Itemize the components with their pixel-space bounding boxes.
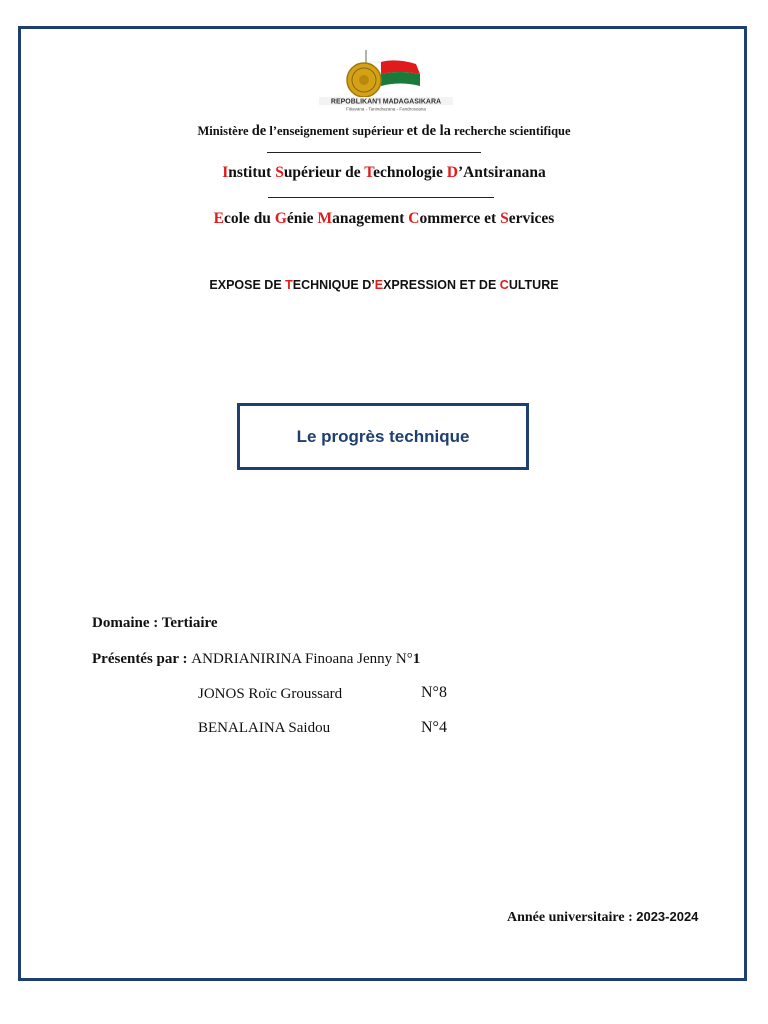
expose-subtitle: [0, 278, 768, 292]
ministry-text-part: et de la: [406, 123, 451, 139]
presenter-number-prefix: N°: [395, 651, 413, 667]
school-initial: E: [213, 210, 224, 227]
school-heading: [0, 210, 768, 228]
academic-year: [507, 909, 698, 926]
academic-year-label: Année universitaire :: [507, 910, 637, 925]
presenter-name: BENALAINA Saidou: [198, 720, 331, 736]
presenter-number: 1: [412, 651, 421, 667]
ministry-text-part: l’enseignement supérieur: [266, 124, 407, 138]
presenter-number: 4: [438, 719, 447, 736]
document-title: Le progrès technique: [296, 426, 470, 446]
presenter-row-1: [92, 651, 420, 668]
school-text: ervices: [508, 210, 555, 227]
presenter-row-2: [198, 686, 342, 703]
presenter-number-3: [421, 719, 447, 737]
logo-text: REPOBLIKAN'I MADAGASIKARA: [330, 98, 442, 106]
institute-text: ’Antsiranana: [457, 164, 546, 181]
title-box: [237, 403, 529, 470]
ministry-text-part: Ministère: [197, 124, 252, 138]
presenters-label: Présentés par :: [92, 651, 192, 667]
domain-value: Tertiaire: [161, 615, 218, 631]
expose-text: XPRESSION ET DE: [383, 278, 500, 292]
institute-initial: S: [275, 164, 284, 181]
expose-text: ECHNIQUE D’: [292, 278, 375, 292]
ministry-text-part: de: [251, 123, 267, 139]
presenter-name: JONOS Roïc Groussard: [198, 686, 343, 702]
presenter-row-3: [198, 720, 330, 737]
expose-initial: C: [499, 278, 509, 292]
presenter-number-prefix: N°: [421, 684, 439, 701]
domain-label: Domaine :: [92, 615, 162, 631]
institute-text: echnologie: [373, 164, 447, 181]
expose-initial: E: [374, 278, 384, 292]
school-initial: S: [500, 210, 509, 227]
expose-text: ULTURE: [508, 278, 559, 292]
presenter-name: ANDRIANIRINA Finoana Jenny: [191, 651, 393, 667]
school-initial: G: [274, 210, 287, 227]
presenter-number-2: [421, 684, 447, 702]
logo-motto: Fitiavana - Tanindrazana - Fandrosoana: [346, 106, 426, 112]
institute-text: nstitut: [228, 164, 276, 181]
institute-text: upérieur de: [283, 164, 365, 181]
expose-initial: T: [285, 278, 293, 292]
ministry-heading: [0, 123, 768, 140]
presenter-number-prefix: N°: [421, 719, 439, 736]
school-initial: M: [317, 210, 333, 227]
school-text: ommerce et: [419, 210, 501, 227]
school-text: cole du: [224, 210, 275, 227]
institute-initial: I: [222, 164, 229, 181]
institute-initial: T: [364, 164, 374, 181]
academic-year-value: 2023-2024: [636, 909, 699, 924]
ministry-text-part: recherche scientifique: [450, 124, 571, 138]
school-text: anagement: [332, 210, 409, 227]
divider: [267, 152, 481, 153]
domain-line: [92, 615, 218, 632]
madagascar-seal-logo: [316, 48, 456, 112]
expose-text: EXPOSE DE: [209, 278, 286, 292]
school-initial: C: [408, 210, 420, 227]
divider: [268, 197, 494, 198]
school-text: énie: [286, 210, 318, 227]
institute-initial: D: [446, 164, 458, 181]
presenter-number: 8: [438, 684, 447, 701]
institute-heading: [0, 164, 768, 182]
